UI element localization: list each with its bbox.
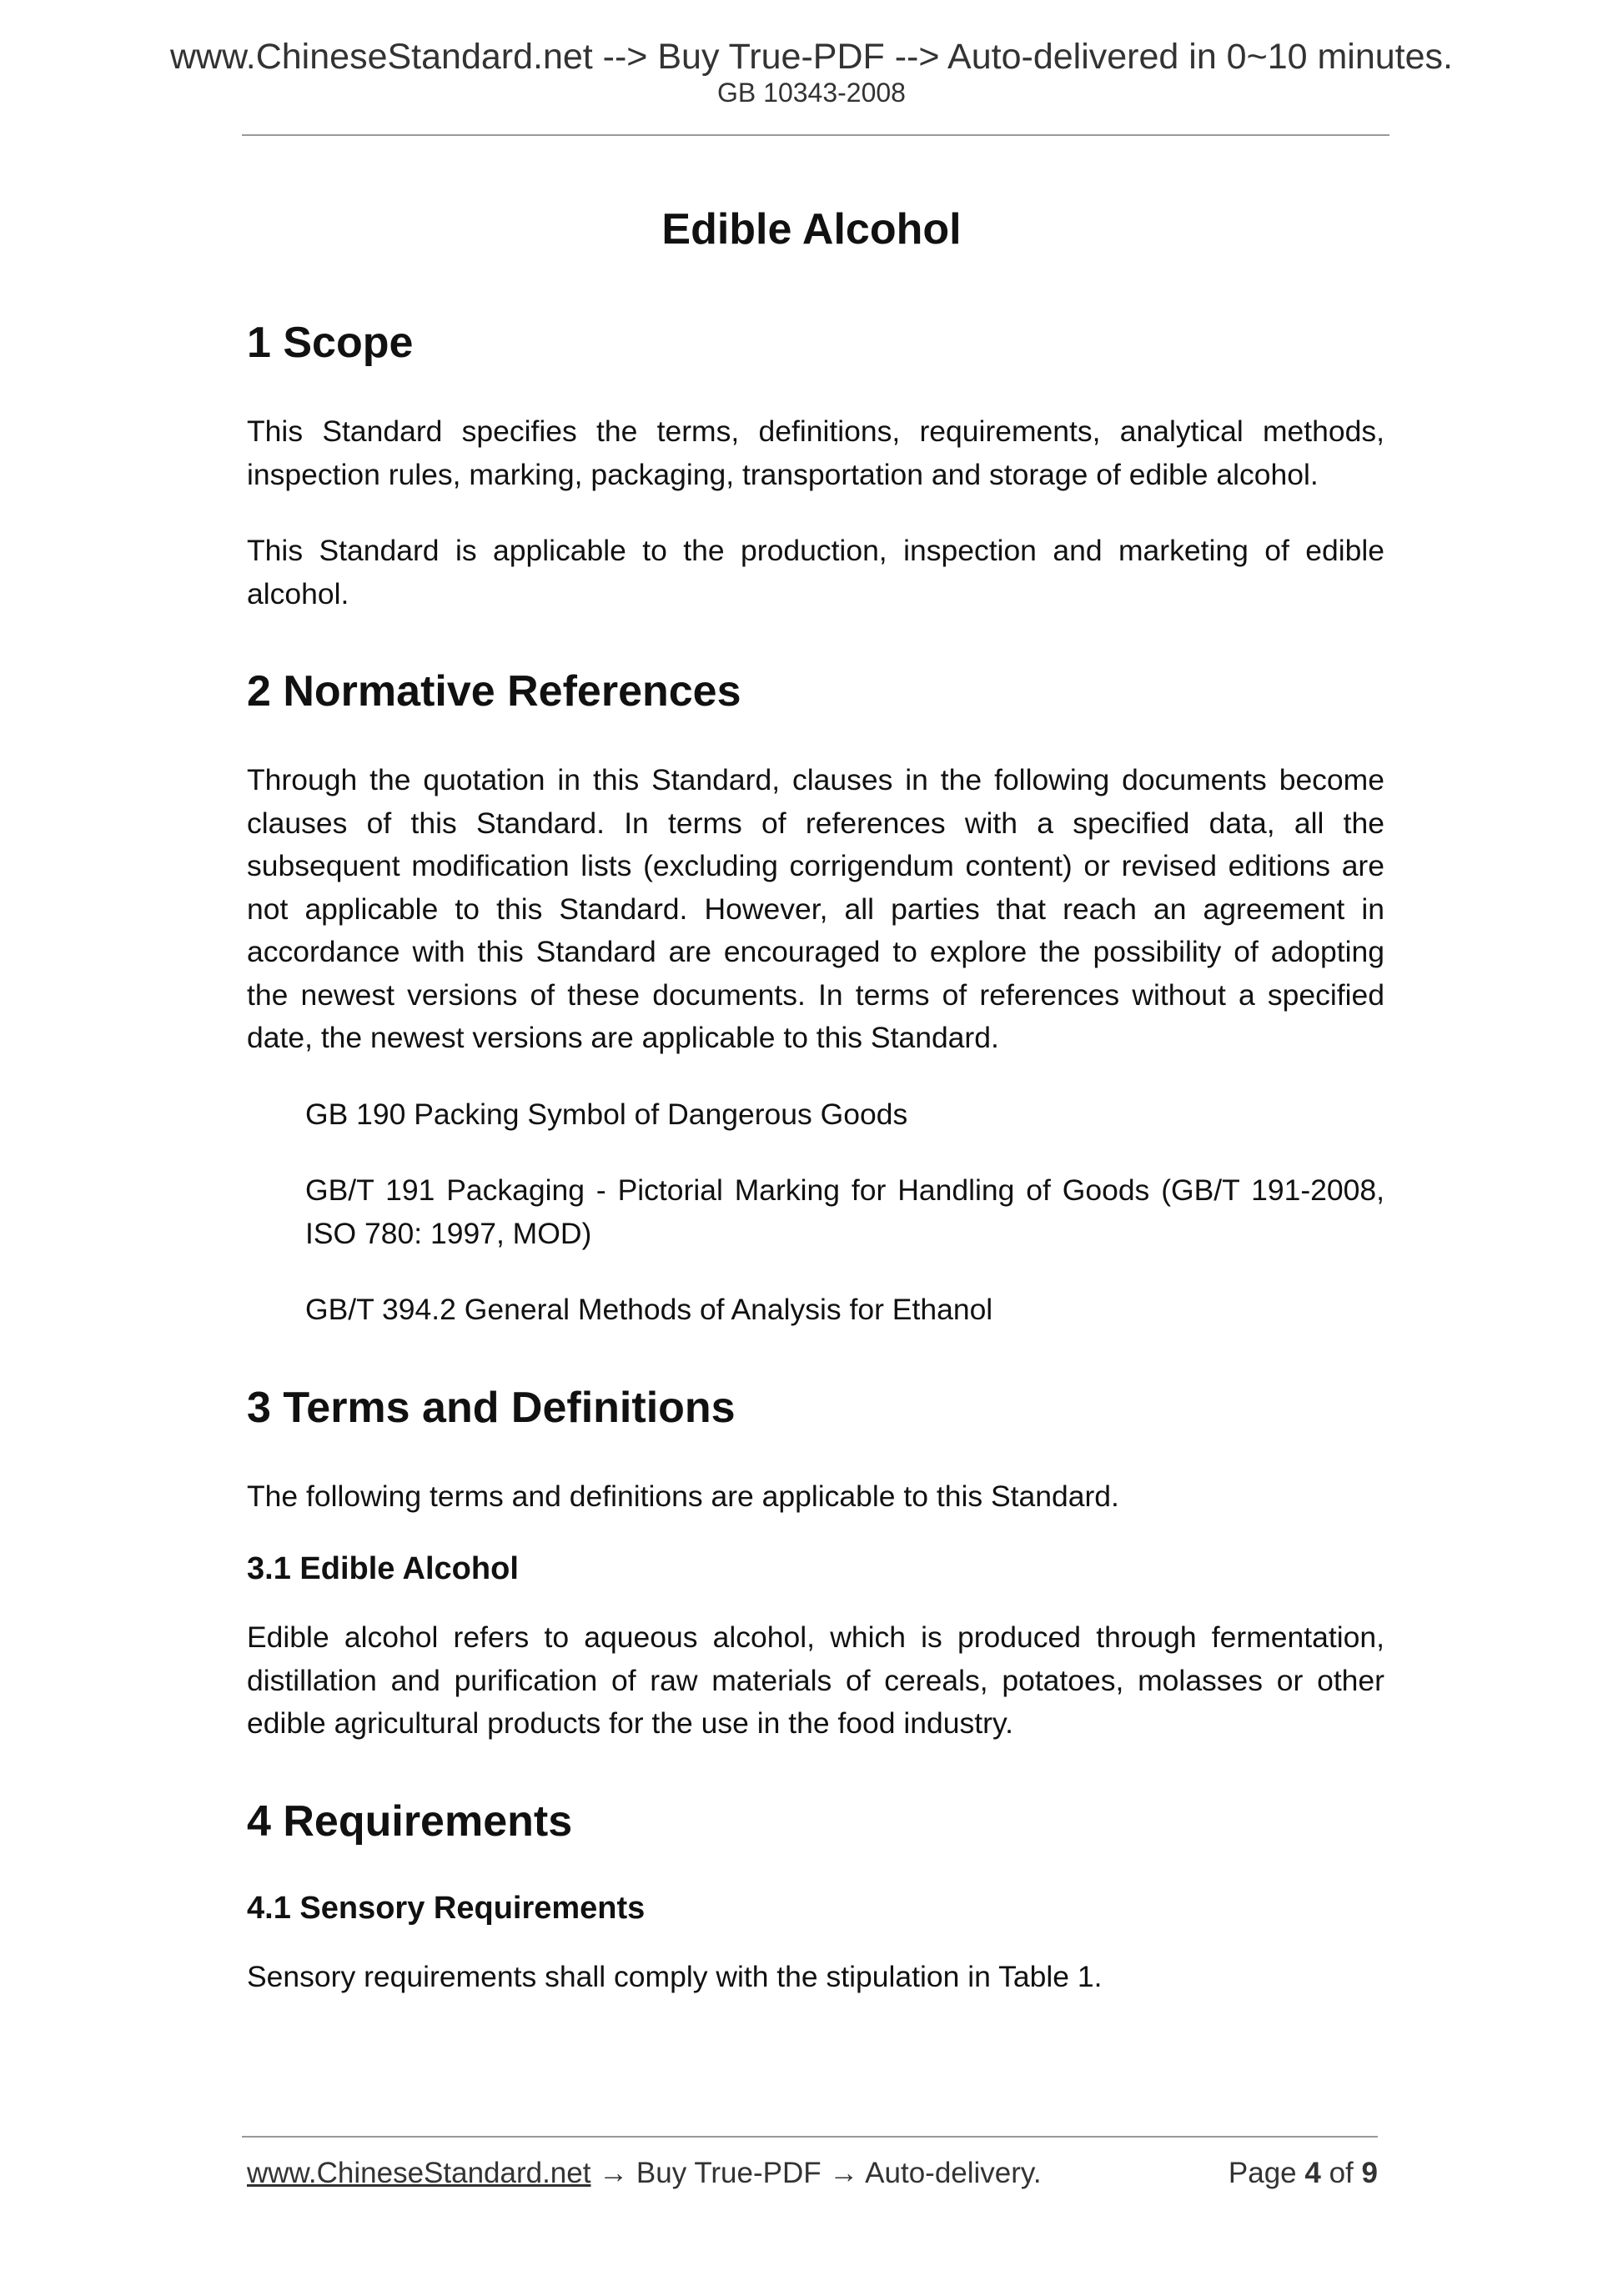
subsection-heading-sensory-requirements: 4.1 Sensory Requirements <box>247 1890 646 1926</box>
edible-alcohol-definition: Edible alcohol refers to aqueous alcohol, which is produced through fermentation, distillation and purification of raw materials of cereals, potatoes, molasses or other edible agricultural products for the use in the food industry. <box>247 1620 1384 1740</box>
header-banner: www.ChineseStandard.net --> Buy True-PDF --> Auto-delivered in 0~10 minutes. <box>169 37 1453 77</box>
standard-number: GB 10343-2008 <box>717 78 906 108</box>
scope-paragraph: This Standard is applicable to the production, inspection and marketing of edible alcohol. <box>247 534 1384 610</box>
reference-item: GB/T 191 Packaging - Pictorial Marking for Handling of Goods (GB/T 191-2008, ISO 780: 1997, MOD) <box>305 1173 1384 1250</box>
reference-item: GB 190 Packing Symbol of Dangerous Goods <box>305 1097 908 1131</box>
total-pages: 9 <box>1361 2157 1378 2189</box>
terms-intro: The following terms and definitions are applicable to this Standard. <box>247 1479 1119 1513</box>
section-heading-scope: 1 Scope <box>247 319 414 367</box>
footer-tagline: → Buy True-PDF → Auto-delivery. <box>590 2157 1042 2189</box>
document-body <box>247 317 1384 1998</box>
subsection-heading-edible-alcohol: 3.1 Edible Alcohol <box>247 1551 519 1586</box>
page-label: Page <box>1228 2157 1297 2189</box>
page-footer <box>247 2155 1378 2192</box>
sensory-requirements-text: Sensory requirements shall comply with the stipulation in Table 1. <box>247 1959 1103 1993</box>
section-heading-normative-references: 2 Normative References <box>247 667 741 716</box>
footer-divider <box>242 2136 1378 2138</box>
footer-site-link[interactable]: www.ChineseStandard.net <box>247 2157 591 2189</box>
reference-item: GB/T 394.2 General Methods of Analysis for Ethanol <box>305 1293 993 1326</box>
references-intro: Through the quotation in this Standard, clauses in the following documents become clauses of this Standard. In terms of references with a specified data, all the subsequent modification lists (excluding corrigendum content) or revised editions are not applicable to this Standard. However, all parties that reach an agreement in accordance with this Standard are encouraged to explore the possibility of adopting the newest versions of these documents. In terms of references without a specified date, the newest versions are applicable to this Standard. <box>247 763 1384 1054</box>
section-heading-requirements: 4 Requirements <box>247 1796 573 1846</box>
header-divider <box>242 134 1389 136</box>
scope-paragraph: This Standard specifies the terms, definitions, requirements, analytical methods, inspection rules, marking, packaging, transportation and storage of edible alcohol. <box>247 414 1384 491</box>
section-heading-terms: 3 Terms and Definitions <box>247 1383 736 1432</box>
page-number: 4 <box>1304 2157 1321 2189</box>
document-title: Edible Alcohol <box>661 205 962 254</box>
page-indicator <box>1229 2155 1378 2192</box>
of-label: of <box>1329 2157 1354 2189</box>
